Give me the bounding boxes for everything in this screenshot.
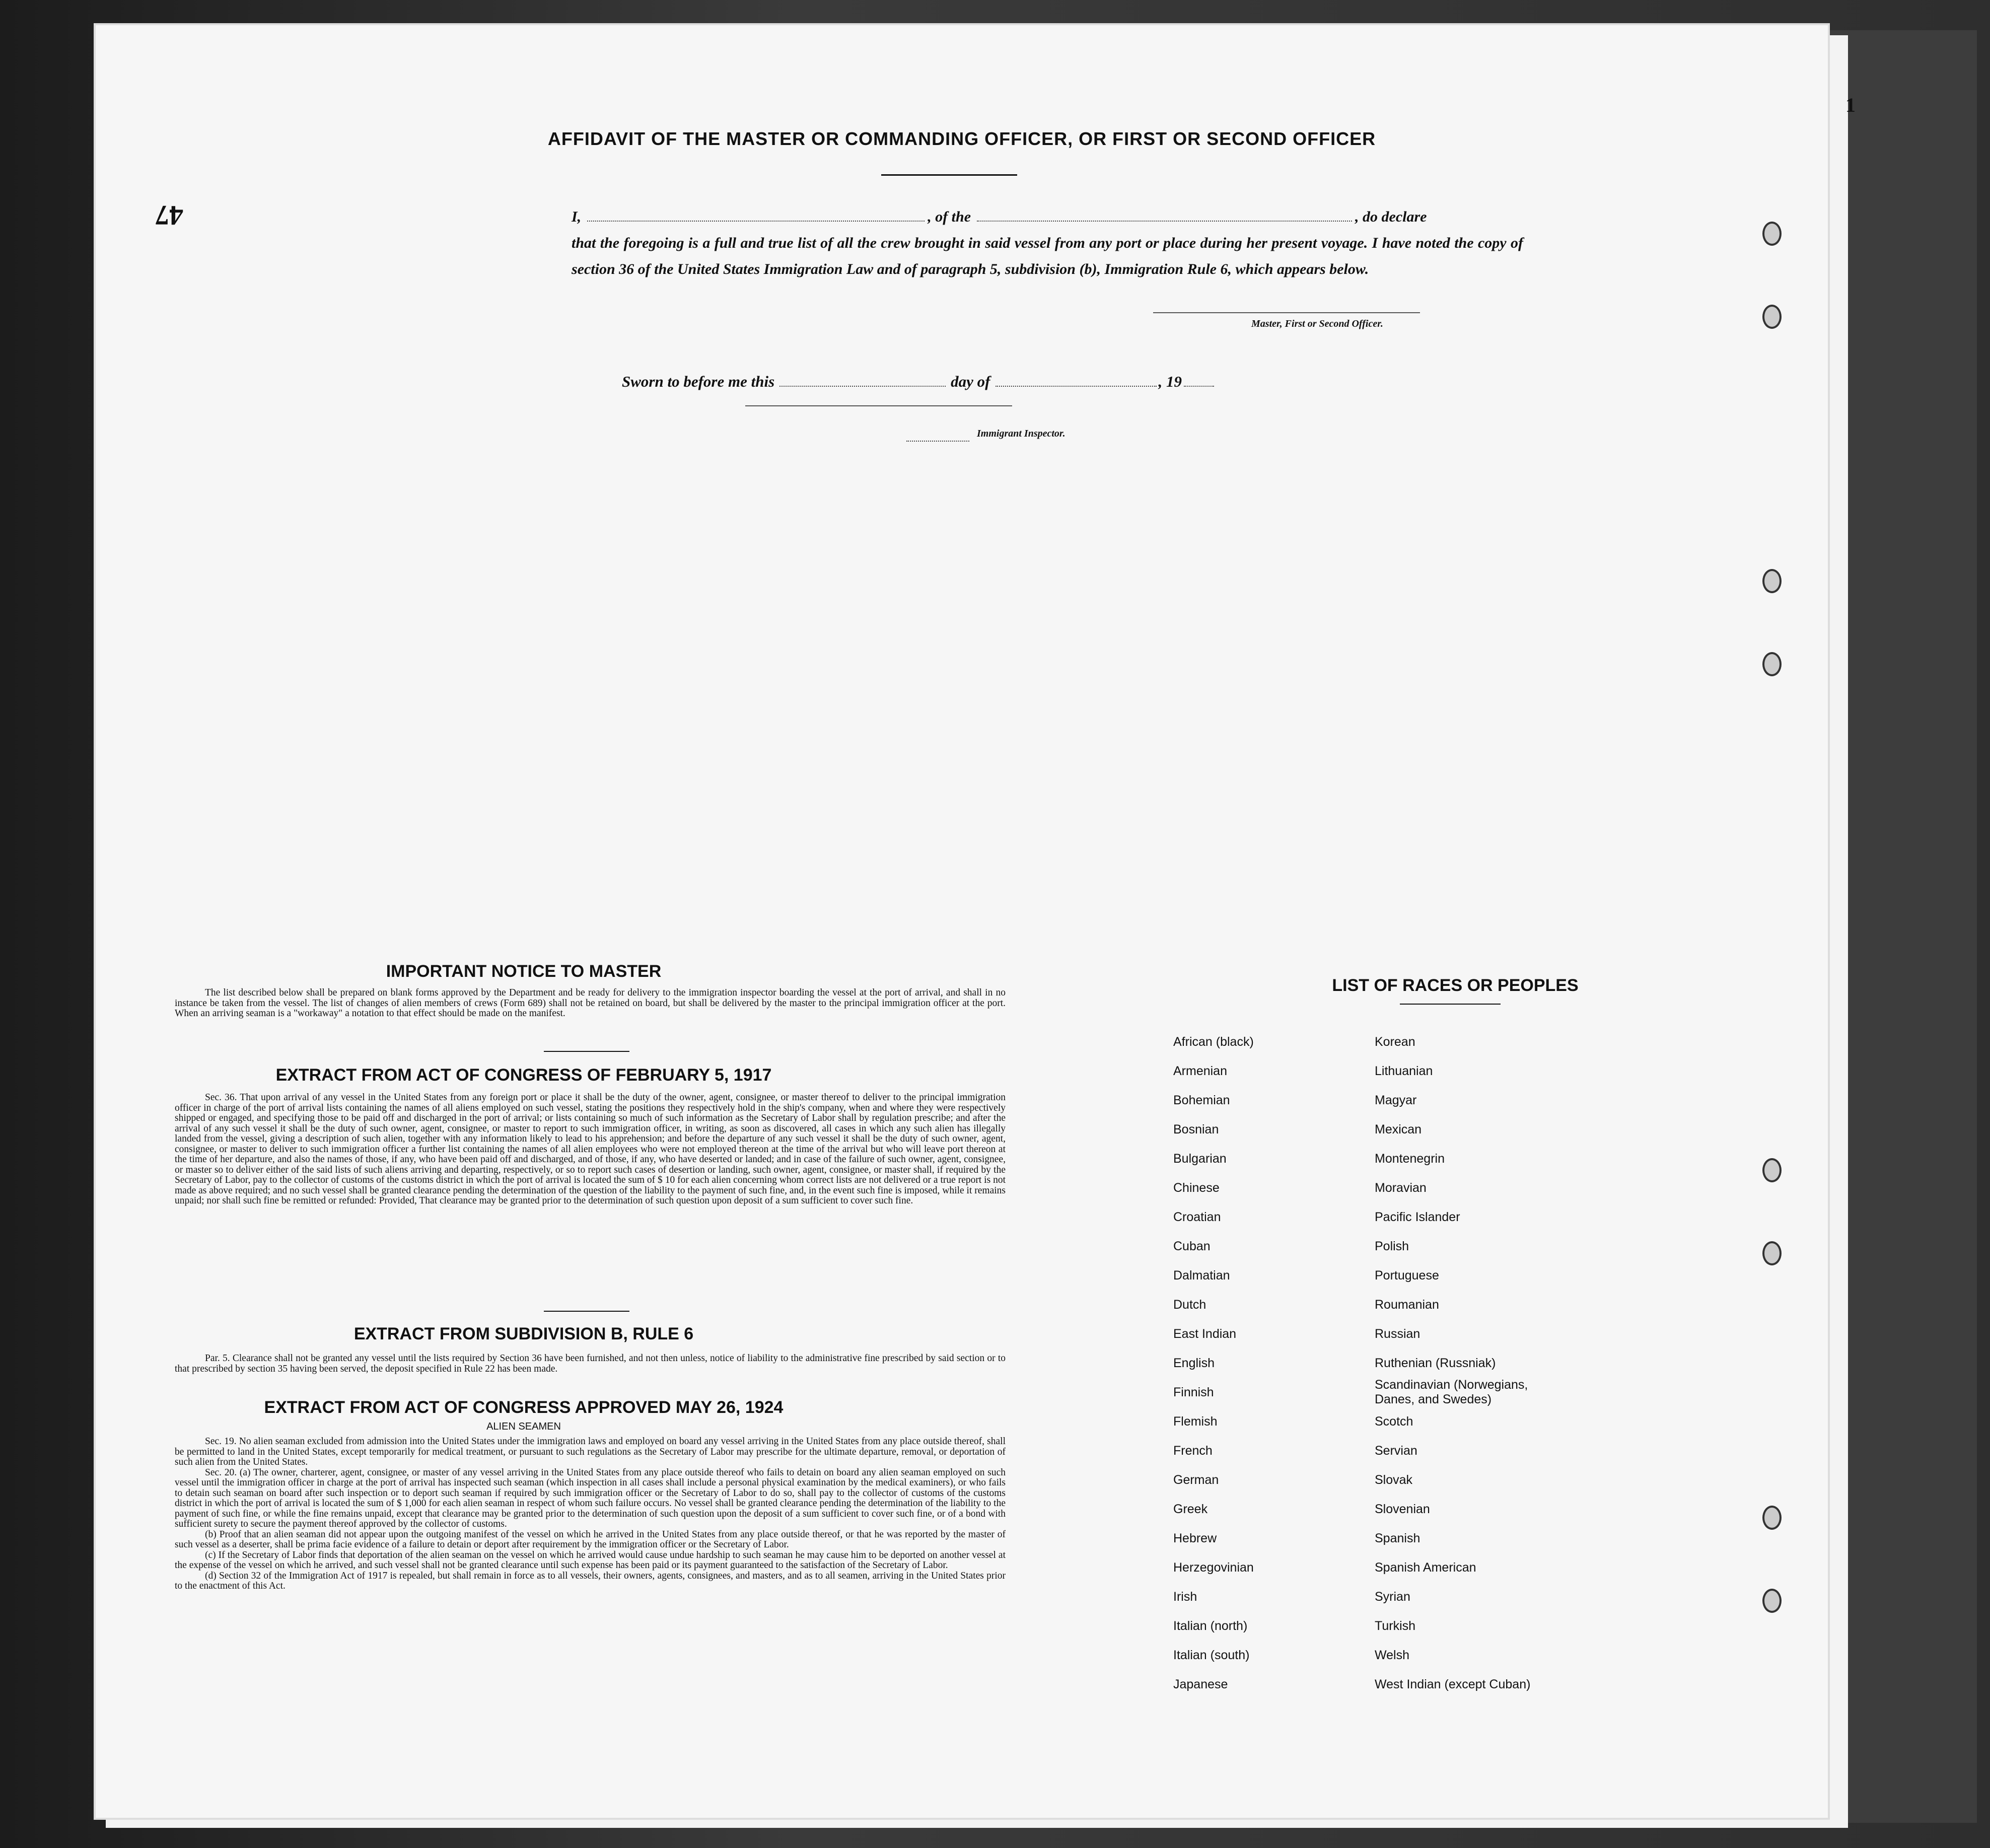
- binder-hole: [1762, 1158, 1782, 1182]
- race-item: West Indian (except Cuban): [1375, 1677, 1531, 1691]
- race-item: Italian (south): [1173, 1648, 1250, 1662]
- race-item: Bosnian: [1173, 1122, 1219, 1136]
- inspector-signature-line[interactable]: [745, 405, 1012, 406]
- race-item: Servian: [1375, 1444, 1417, 1458]
- race-item: Hebrew: [1173, 1531, 1217, 1545]
- race-item: East Indian: [1173, 1327, 1237, 1341]
- notice-body: [175, 988, 1006, 1019]
- affidavit-of-the: , of the: [928, 208, 971, 225]
- race-item: Irish: [1173, 1590, 1197, 1604]
- race-item: Armenian: [1173, 1064, 1227, 1078]
- race-item: Dutch: [1173, 1298, 1206, 1312]
- race-item: Syrian: [1375, 1590, 1410, 1604]
- race-item: Herzegovinian: [1173, 1560, 1254, 1575]
- affidavit-text: that the foregoing is a full and true list of all the crew brought in said vessel from any port or place during her present voyage. I have noted the copy of section 36 of the United States Immigration Law and of paragraph 5, subdivision (b), Immigration Rule 6, which appears below.: [572, 235, 1523, 277]
- race-item: Welsh: [1375, 1648, 1410, 1662]
- binder-hole: [1762, 1241, 1782, 1265]
- month-blank[interactable]: [996, 373, 1157, 387]
- race-item: Roumanian: [1375, 1298, 1439, 1312]
- race-item: Turkish: [1375, 1619, 1416, 1633]
- binder-hole: [1762, 652, 1782, 676]
- sworn-line: [622, 373, 1214, 391]
- par-5-paragraph: Par. 5. Clearance shall not be granted any vessel until the lists required by Section 36 have been furnished, and not then unless, notice of liability to the administrative fine prescribed by said section or to that prescribed by section 35 having been served, the deposit specified in Rule 22 has been made.: [175, 1353, 1006, 1374]
- race-item: Chinese: [1173, 1181, 1220, 1195]
- extract-1924-subtitle: ALIEN SEAMEN: [486, 1421, 561, 1432]
- extract-1924-body: [175, 1437, 1006, 1592]
- race-item: Polish: [1375, 1239, 1409, 1253]
- day-blank[interactable]: [779, 373, 946, 387]
- race-item: Slovak: [1375, 1473, 1413, 1487]
- race-item: Scotch: [1375, 1414, 1413, 1429]
- race-item: African (black): [1173, 1035, 1254, 1049]
- race-item: Dalmatian: [1173, 1268, 1230, 1283]
- race-item: Cuban: [1173, 1239, 1211, 1253]
- inspector-caption: Immigrant Inspector.: [977, 428, 1065, 439]
- extract-1917-body: [175, 1093, 1006, 1206]
- divider: [544, 1311, 629, 1312]
- race-item: Scandinavian (Norwegians, Danes, and Swedes): [1375, 1378, 1528, 1406]
- manifest-page: [96, 25, 1856, 1818]
- races-title: LIST OF RACES OR PEOPLES: [1332, 976, 1579, 995]
- race-item: Bulgarian: [1173, 1152, 1227, 1166]
- binder-hole: [1762, 1506, 1782, 1530]
- race-item: Spanish: [1375, 1531, 1420, 1545]
- race-item: German: [1173, 1473, 1219, 1487]
- affidavit-title: AFFIDAVIT OF THE MASTER OR COMMANDING OFFICER, OR FIRST OR SECOND OFFICER: [547, 128, 1376, 149]
- sec-20d-paragraph: (d) Section 32 of the Immigration Act of 1917 is repealed, but shall remain in force as to all vessels, their owners, agents, consignees, and masters, and as to all seamen, arriving in the United States prior to the enactment of this Act.: [175, 1570, 1006, 1591]
- race-item: Montenegrin: [1375, 1152, 1445, 1166]
- race-item: Pacific Islander: [1375, 1210, 1460, 1224]
- race-item: Bohemian: [1173, 1093, 1230, 1107]
- race-item: Flemish: [1173, 1414, 1218, 1429]
- year-blank[interactable]: [1184, 373, 1214, 387]
- sworn-prefix: Sworn to before me this: [622, 373, 775, 390]
- binder-hole: [1762, 1589, 1782, 1613]
- race-item: Magyar: [1375, 1093, 1417, 1107]
- margin-number: 47: [155, 199, 183, 231]
- notice-paragraph: The list described below shall be prepared on blank forms approved by the Department and be ready for delivery to the immigration inspector boarding the vessel at the port of arrival, and shall in no instance be taken from the vessel. The list of changes of alien members of crews (Form 689) shall not be retained on board, but shall be delivered by the master to the principal immigration officer at the port. When an arriving seaman is a "workaway" a notation to that effect should be made on the manifest.: [175, 987, 1006, 1019]
- master-signature-line[interactable]: [1153, 312, 1420, 313]
- section-36-paragraph: Sec. 36. That upon arrival of any vessel in the United States from any foreign port or place it shall be the duty of the owner, agent, consignee, or master thereof to deliver to the principal immigration officer in charge of the port of arrival lists containing the names of all aliens employed on such vessel, stating the positions they respectively hold in the ship's company, when and where they were respectively shipped or engaged, and specifying those to be paid off and discharged in the port of arrival; or lists containing so much of such information as the Secretary of Labor shall by regulation prescribe; and after the arrival of any such vessel it shall be the duty of such owner, agent, consignee, or master to report to such immigration officer, in writing, as soon as discovered, all cases in which any such alien has illegally landed from the vessel, giving a description of such alien, together with any information likely to lead to his apprehension; and before the departure of any such vessel it shall be the duty of such owner, agent, consignee, or master to deliver to such immigration officer a further list containing the names of all alien employees who were not employed thereon at the time of the arrival but who will leave port thereon at the time of her departure, and also the names of those, if any, who have been paid off and discharged, and of those, if any, who have deserted or landed; and in case of the failure of such owner, agent, consignee, or master so to deliver either of the said lists of such aliens arriving and departing, respectively, or so to report such cases of desertion or landing, such owner, agent, consignee, or master shall, if required by the Secretary of Labor, pay to the collector of customs of the customs district in which the port of arrival is located the sum of $ 10 for each alien concerning whom correct lists are not delivered or a true report is not made as above required; and no such vessel shall be granted clearance pending the determination of the question of the liability to the payment of such fine, and, in the event such fine is imposed, while it remains unpaid; nor shall such fine be remitted or refunded: Provided, That clearance may be granted prior to the determination of such question upon deposit of a sum sufficient to cover such fine.: [175, 1092, 1006, 1206]
- race-item: Greek: [1173, 1502, 1208, 1516]
- race-item: Finnish: [1173, 1385, 1214, 1399]
- race-item: English: [1173, 1356, 1215, 1370]
- sec-20b-paragraph: (b) Proof that an alien seaman did not appear upon the outgoing manifest of the vessel on which he arrived in the United States from any place outside thereof, or that he was reported by the master of such vessel as a deserter, shall be prima facie evidence of a failure to detain or deport after requirement by the immigration officer or the Secretary of Labor.: [175, 1529, 1006, 1550]
- extract-rule6-title: EXTRACT FROM SUBDIVISION B, RULE 6: [353, 1324, 694, 1343]
- races-column-2: [1375, 1027, 1556, 1699]
- master-caption: Master, First or Second Officer.: [1251, 318, 1383, 329]
- extract-1924-title: EXTRACT FROM ACT OF CONGRESS APPROVED MAY 26, 1924: [264, 1398, 784, 1417]
- binder-hole: [1762, 305, 1782, 329]
- affidavit-body: [572, 204, 1523, 282]
- race-item: Moravian: [1375, 1181, 1427, 1195]
- binder-hole: [1762, 222, 1782, 246]
- extract-1917-title: EXTRACT FROM ACT OF CONGRESS OF FEBRUARY 5, 1917: [275, 1065, 772, 1085]
- sec-20a-paragraph: Sec. 20. (a) The owner, charterer, agent, consignee, or master of any vessel arriving in the United States from any place outside thereof who fails to detain on board any alien seaman employed on such vessel until the immigration officer in charge at the port of arrival has inspected such seaman (which inspection in all cases shall include a personal physical examination by the medical examiners), or who fails to detain such seaman on board after such inspection or to deport such seaman if required by such immigration officer or the Secretary of Labor to do so, shall pay to the collector of customs of the customs district in which the port of arrival is located the sum of $ 1,000 for each alien seaman in respect of whom such failure occurs. No vessel shall be granted clearance pending the determination of the liability to the payment of such fine, or while the fine remains unpaid, except that clearance may be granted prior to the determination of such question upon the deposit of a sum sufficient to cover such fine, or of a bond with sufficient surety to secure the payment thereof approved by the collector of customs.: [175, 1467, 1006, 1529]
- vessel-blank[interactable]: [977, 207, 1352, 222]
- affidavit-do-declare: , do declare: [1355, 208, 1427, 225]
- race-item: Slovenian: [1375, 1502, 1430, 1516]
- race-item: Lithuanian: [1375, 1064, 1433, 1078]
- binder-hole: [1762, 569, 1782, 593]
- race-item: Korean: [1375, 1035, 1415, 1049]
- title-rule: [881, 174, 1017, 176]
- notice-title: IMPORTANT NOTICE TO MASTER: [386, 962, 662, 981]
- inspector-dots: [906, 436, 969, 442]
- race-item: Ruthenian (Russniak): [1375, 1356, 1496, 1370]
- races-column-1: [1173, 1027, 1254, 1699]
- race-item: Mexican: [1375, 1122, 1422, 1136]
- race-item: Croatian: [1173, 1210, 1221, 1224]
- race-item: Japanese: [1173, 1677, 1228, 1691]
- affidavit-i: I,: [572, 208, 582, 225]
- race-item: Spanish American: [1375, 1560, 1476, 1575]
- sec-20c-paragraph: (c) If the Secretary of Labor finds that deportation of the alien seaman on the vessel on which he arrived would cause undue hardship to such seaman he may cause him to be deported on another vessel at the expense of the vessel on which he arrived, and such vessel shall not be granted clearance until such expense has been paid or its payment guaranteed to the satisfaction of the Secretary of Labor.: [175, 1549, 1006, 1571]
- page-number: 1: [1845, 94, 1856, 116]
- race-item: French: [1173, 1444, 1213, 1458]
- divider: [544, 1051, 629, 1052]
- sworn-year: , 19: [1158, 373, 1182, 390]
- race-item: Italian (north): [1173, 1619, 1248, 1633]
- race-item: Portuguese: [1375, 1268, 1439, 1283]
- sworn-day-of: day of: [951, 373, 990, 390]
- race-item: Russian: [1375, 1327, 1420, 1341]
- extract-rule6-body: [175, 1354, 1006, 1374]
- name-blank[interactable]: [587, 207, 925, 222]
- sec-19-paragraph: Sec. 19. No alien seaman excluded from admission into the United States under the immigration laws and employed on board any vessel arriving in the United States from any place outside thereof, shall be permitted to land in the United States, except temporarily for medical treatment, or pursuant to such regulations as the Secretary of Labor may prescribe for the ultimate departure, removal, or deportation of such alien from the United States.: [175, 1436, 1006, 1467]
- races-rule: [1400, 1004, 1501, 1005]
